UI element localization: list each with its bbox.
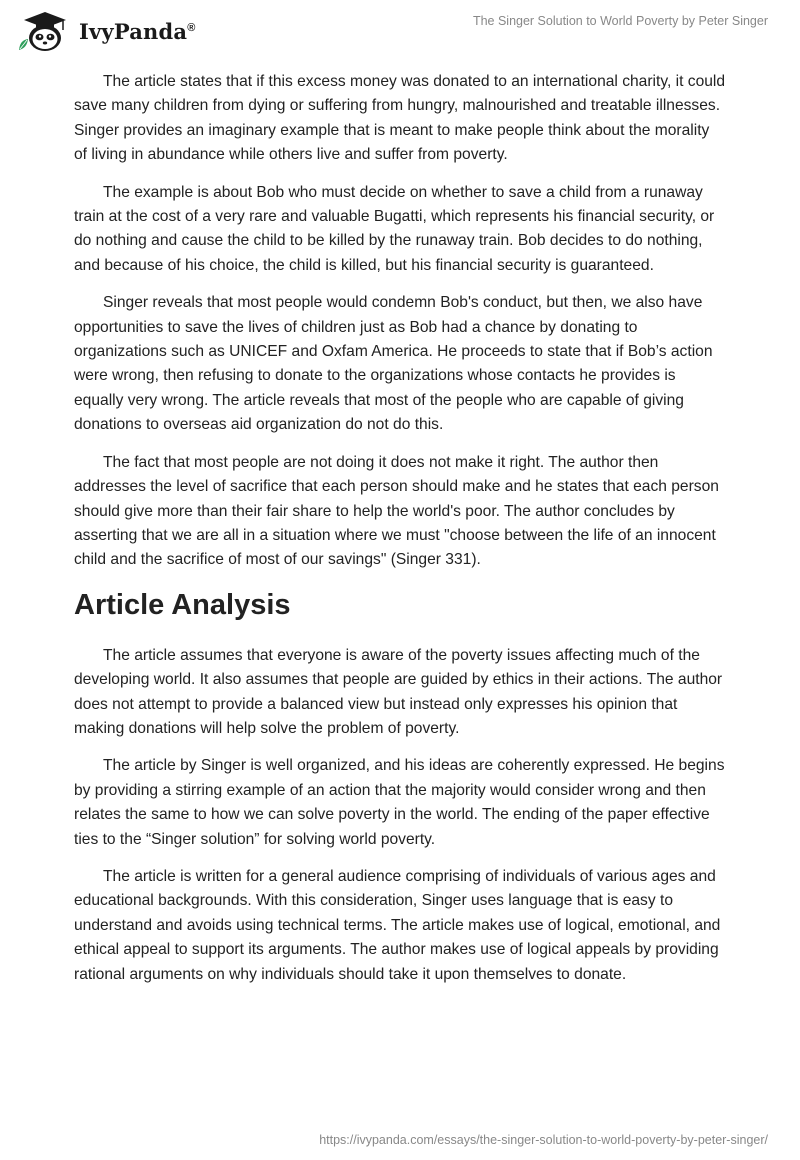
document-title: The Singer Solution to World Poverty by Peter Singer bbox=[472, 14, 768, 28]
paragraph: The article by Singer is well organized, and his ideas are coherently expressed. He begins by providing a stirring example of an action that the majority would consider wrong and then relates the same to how we can solve poverty in the world. The ending of the paper effective ties to the “Singer solution” for solving world poverty. bbox=[74, 757, 725, 848]
paragraph: The example is about Bob who must decide on whether to save a child from a runaway train at the cost of a very rare and valuable Bugatti, which represents his financial security, or do nothing and cause the child to be killed by the runaway train. Bob decides to do nothing, and because of his choice, the child is killed, but his financial security is guaranteed. bbox=[74, 183, 715, 274]
panda-graduate-icon bbox=[16, 10, 74, 52]
paragraph: The article assumes that everyone is aware of the poverty issues affecting much of the developing world. It also assumes that people are guided by ethics in their actions. The author does not attempt to provide a balanced view but instead only expresses his opinion that making donations will help solve the problem of poverty. bbox=[74, 646, 723, 737]
paragraph: The article is written for a general audience comprising of individuals of various ages and educational backgrounds. With this consideration, Singer uses language that is easy to understand and avoids using technical terms. The article makes use of logical, emotional, and ethical appeal to support its arguments. The author makes use of logical appeals by providing rational arguments on why individuals should take it upon themselves to donate. bbox=[74, 867, 721, 983]
registered-mark: ® bbox=[187, 21, 196, 34]
brand-label: IvyPanda bbox=[79, 18, 188, 44]
source-url-link[interactable]: https://ivypanda.com/essays/the-singer-solution-to-world-poverty-by-peter-singer/ bbox=[319, 1133, 768, 1147]
page-header bbox=[0, 0, 800, 64]
ivypanda-logo[interactable] bbox=[16, 10, 196, 52]
brand-name bbox=[79, 19, 196, 44]
section-heading: Article Analysis bbox=[74, 588, 291, 621]
essay-content bbox=[74, 70, 726, 1000]
paragraph: The article states that if this excess money was donated to an international charity, it could save many children from dying or suffering from hungry, malnourished and treatable illnesses. Singer provides an imaginary example that is meant to make people think about the morality of living in abundance while others live and suffer from poverty. bbox=[74, 73, 726, 164]
paragraph: Singer reveals that most people would condemn Bob's conduct, but then, we also have opportunities to save the lives of children just as Bob had a chance by donating to organizations such as UNICEF and Oxfam America. He proceeds to state that if Bob’s action were wrong, then refusing to donate to the organizations whose contacts he provides is equally very wrong. The article reveals that most of the people who are capable of giving donations to overseas aid organization do not do this. bbox=[74, 294, 713, 434]
paragraph: The fact that most people are not doing it does not make it right. The author then addresses the level of sacrifice that each person should make and he states that each person should give more than their fair share to help the world's poor. The author concludes by asserting that we are all in a situation where we must "choose between the life of an innocent child and the sacrifice of most of our savings" (Singer 331). bbox=[74, 453, 719, 569]
